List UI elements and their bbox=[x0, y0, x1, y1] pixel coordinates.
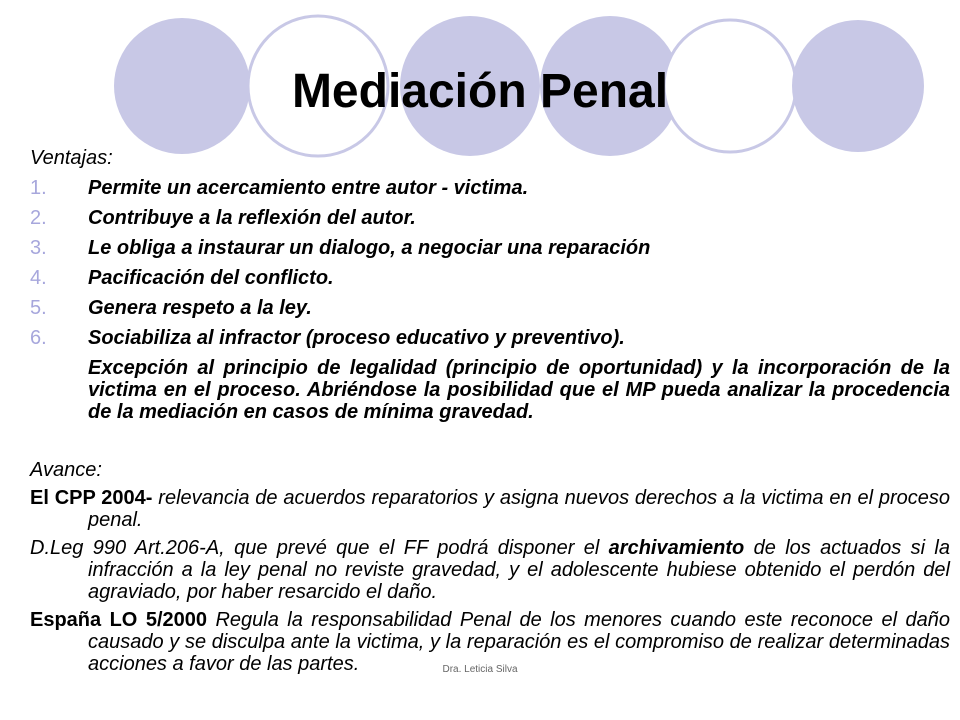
item-text: Contribuye a la reflexión del autor. bbox=[88, 207, 416, 229]
item-text: Genera respeto a la ley. bbox=[88, 297, 312, 319]
item-number: 4. bbox=[30, 267, 47, 289]
list-item bbox=[30, 267, 950, 289]
excepcion-paragraph: Excepción al principio de legalidad (principio de oportunidad) y la incorporación de la victima en el proceso. Abriéndose la posibilidad que el MP pueda analizar la procedencia de la mediación en casos de mínima gravedad. bbox=[88, 357, 950, 423]
list-item bbox=[30, 207, 950, 229]
list-item bbox=[30, 297, 950, 319]
ventajas-list bbox=[30, 177, 950, 349]
item-text: Pacificación del conflicto. bbox=[88, 267, 334, 289]
item-number: 3. bbox=[30, 237, 47, 259]
cpp-paragraph bbox=[30, 487, 950, 531]
item-text: Permite un acercamiento entre autor - victima. bbox=[88, 177, 529, 199]
espana-lead: España LO 5/2000 bbox=[30, 609, 207, 631]
slide-title: Mediación Penal bbox=[291, 65, 669, 118]
item-number: 6. bbox=[30, 327, 47, 349]
footer-author: Dra. Leticia Silva bbox=[442, 664, 518, 675]
cpp-lead: El CPP 2004- bbox=[30, 487, 153, 509]
dleg-text-2: de los actuados si la infracción a la ley penal no reviste gravedad, y el adolescente hubiese obtenido el perdón del agraviado, por haber resarcido el daño. bbox=[88, 537, 950, 603]
item-text: Le obliga a instaurar un dialogo, a negociar una reparación bbox=[88, 237, 651, 259]
dleg-bold: archivamiento bbox=[608, 537, 745, 559]
cpp-text: relevancia de acuerdos reparatorios y asigna nuevos derechos a la victima en el proceso penal. bbox=[88, 487, 950, 531]
item-number: 5. bbox=[30, 297, 47, 319]
list-item bbox=[30, 177, 950, 199]
list-item bbox=[30, 327, 950, 349]
item-number: 1. bbox=[30, 177, 47, 199]
dleg-paragraph bbox=[30, 537, 950, 603]
slide-body bbox=[30, 147, 950, 675]
item-number: 2. bbox=[30, 207, 47, 229]
item-text: Sociabiliza al infractor (proceso educativo y preventivo). bbox=[88, 327, 625, 349]
avance-label: Avance: bbox=[30, 459, 102, 481]
dleg-text: , que prevé que el FF podrá disponer el bbox=[219, 537, 609, 559]
list-item bbox=[30, 237, 950, 259]
ventajas-label: Ventajas: bbox=[30, 147, 113, 169]
espana-text: Regula la responsabilidad Penal de los menores cuando este reconoce el daño causado y se disculpa ante la victima, y la reparación es el compromiso de realizar determinadas acciones a favor de las partes. bbox=[88, 609, 950, 675]
dleg-lead: D.Leg 990 Art.206-A bbox=[30, 537, 220, 559]
